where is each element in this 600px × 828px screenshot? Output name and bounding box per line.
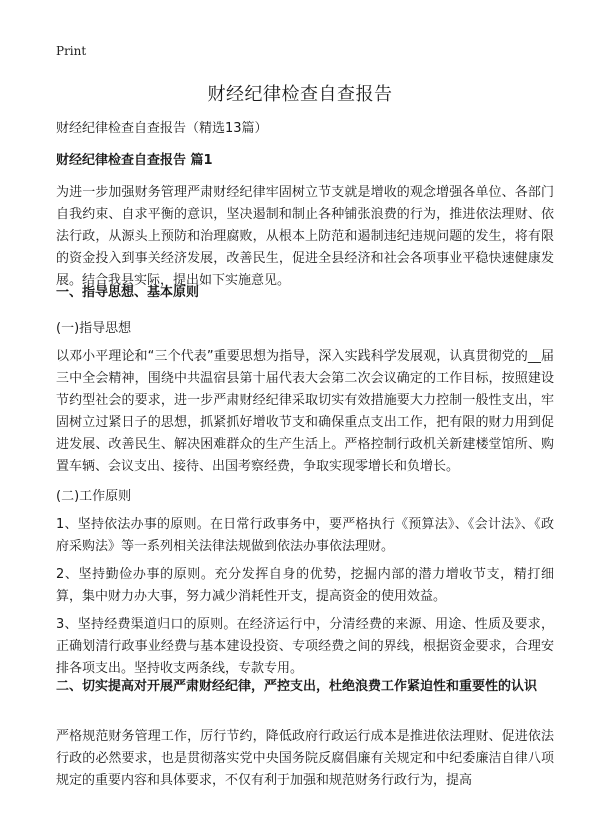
document-title: 财经纪律检查自查报告 <box>207 84 393 105</box>
document-subtitle: 财经纪律检查自查报告（精选13篇） <box>56 121 268 136</box>
principle-item-2: 2、坚持勤俭办事的原则。充分发挥自身的优势，挖掘内部的潜力增收节支，精打细算，集中财力办大事，努力减少消耗性开支，提高资金的使用效益。 <box>56 567 554 604</box>
print-link[interactable]: Print <box>56 44 87 58</box>
subsection-heading-principles: (二)工作原则 <box>56 489 132 504</box>
article-title: 财经纪律检查自查报告 篇1 <box>56 153 213 168</box>
guiding-paragraph: 以邓小平理论和“三个代表”重要思想为指导，深入实践科学发展观，认真贯彻党的__届三中全会精神，围绕中共温宿县第十届代表大会第二次会议确定的工作目标，按照建设节约型社会的要求，进一步严肃财经纪律采取切实有效措施要大力控制一般性支出，牢固树立过紧日子的思想，抓紧抓好增收节支和确保重点支出工作，把有限的财力用到促进发展、改善民生、解决困难群众的生产生活上。严格控制行政机关新建楼堂馆所、购置车辆、会议支出、接待、出国考察经费，争取实现零增长和负增长。 <box>56 349 554 474</box>
subsection-heading-guiding: (一)指导思想 <box>56 321 132 336</box>
intro-paragraph: 为进一步加强财务管理严肃财经纪律牢固树立节支就是增收的观念增强各单位、各部门自我约束、自求平衡的意识，坚决遏制和制止各种铺张浪费的行为，推进依法理财、依法行政，从源头上预防和治理腐败，从根本上防范和遏制违纪违规问题的发生，将有限的资金投入到事关经济发展，改善民生，促进全县经济和社会各项事业平稳快速健康发展。结合我县实际，提出如下实施意见。 <box>56 185 554 288</box>
principle-item-1: 1、坚持依法办事的原则。在日常行政事务中，要严格执行《预算法》、《会计法》、《政府采购法》等一系列相关法律法规做到依法办事依法理财。 <box>56 517 554 554</box>
section-heading-1: 一、指导思想、基本原则 <box>56 285 200 300</box>
section-heading-2: 二、切实提高对开展严肃财经纪律，严控支出，杜绝浪费工作紧迫性和重要性的认识 <box>56 679 538 694</box>
principle-item-3: 3、坚持经费渠道归口的原则。在经济运行中，分清经费的来源、用途、性质及要求，正确划清行政事业经费与基本建设投资、专项经费之间的界线，根据资金要求，合理安排各项支出。坚持收支两条线，专款专用。 <box>56 617 554 676</box>
section2-paragraph: 严格规范财务管理工作，厉行节约，降低政府行政运行成本是推进依法理财、促进依法行政的必然要求，也是贯彻落实党中央国务院反腐倡廉有关规定和中纪委廉洁自律八项规定的重要内容和具体要求，不仅有利于加强和规范财务行政行为，提高 <box>56 729 554 788</box>
